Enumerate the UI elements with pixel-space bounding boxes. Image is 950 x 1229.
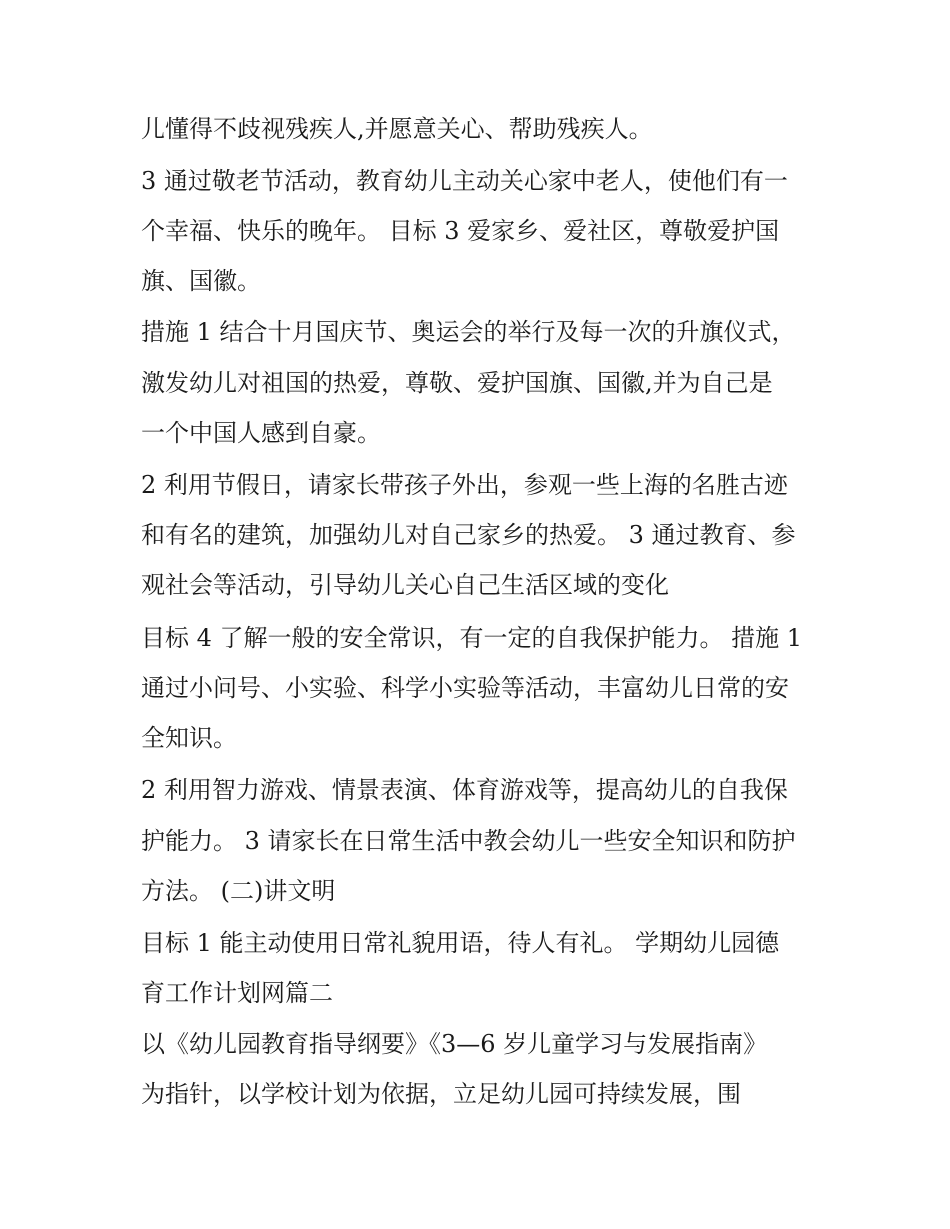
text-line: 2 利用节假日，请家长带孩子外出，参观一些上海的名胜古迹 — [141, 471, 788, 499]
text-line: 激发幼儿对祖国的热爱，尊敬、爱护国旗、国徽,并为自己是 — [141, 369, 773, 397]
text-line: 通过小问号、小实验、科学小实验等活动，丰富幼儿日常的安 — [141, 674, 789, 702]
text-line: 方法。 (二)讲文明 — [141, 877, 336, 905]
text-line: 观社会等活动，引导幼儿关心自己生活区域的变化 — [141, 571, 669, 599]
text-line: 个幸福、快乐的晚年。 目标 3 爱家乡、爱社区，尊敬爱护国 — [141, 217, 780, 245]
text-line: 和有名的建筑，加强幼儿对自己家乡的热爱。 3 通过教育、参 — [141, 521, 796, 549]
text-line: 护能力。 3 请家长在日常生活中教会幼儿一些安全知识和防护 — [141, 827, 796, 855]
text-line: 旗、国徽。 — [141, 267, 261, 295]
text-line: 为指针，以学校计划为依据，立足幼儿园可持续发展，围 — [141, 1080, 741, 1108]
text-line: 以《幼儿园教育指导纲要》《3—6 岁儿童学习与发展指南》 — [141, 1030, 768, 1058]
text-line: 3 通过敬老节活动，教育幼儿主动关心家中老人，使他们有一 — [141, 167, 788, 195]
text-line: 目标 4 了解一般的安全常识，有一定的自我保护能力。 措施 1 — [141, 624, 803, 652]
text-line: 儿懂得不歧视残疾人,并愿意关心、帮助残疾人。 — [141, 115, 653, 143]
text-line: 育工作计划网篇二 — [141, 979, 333, 1007]
text-line: 一个中国人感到自豪。 — [141, 419, 381, 447]
text-line: 2 利用智力游戏、情景表演、体育游戏等，提高幼儿的自我保 — [141, 776, 788, 804]
text-line: 全知识。 — [141, 724, 237, 752]
text-line: 目标 1 能主动使用日常礼貌用语，待人有礼。 学期幼儿园德 — [141, 929, 780, 957]
text-line: 措施 1 结合十月国庆节、奥运会的举行及每一次的升旗仪式， — [141, 318, 796, 346]
